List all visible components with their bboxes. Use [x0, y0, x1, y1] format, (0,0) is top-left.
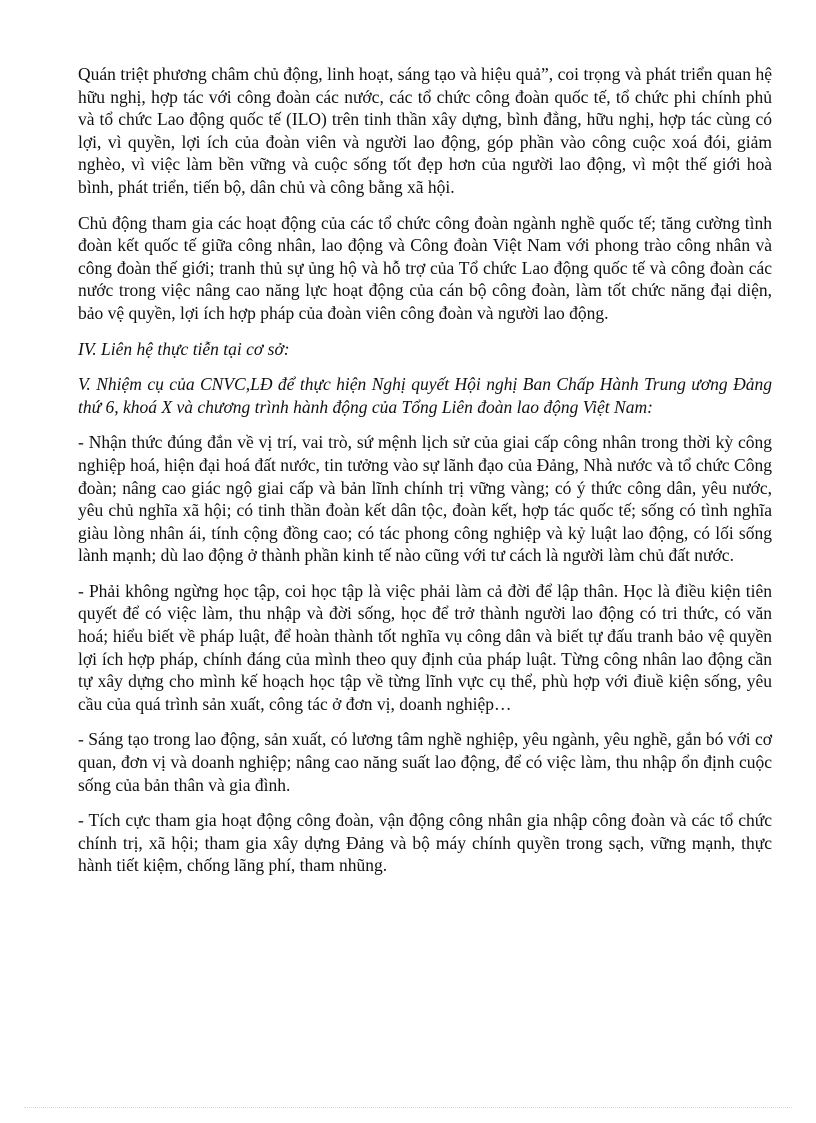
paragraph-international-relations: Quán triệt phương châm chủ động, linh hoạt, sáng tạo và hiệu quả”, coi trọng và phát triển quan hệ hữu nghị, hợp tác với công đoàn các nước, các tổ chức công đoàn quốc tế, tổ chức phi chính phủ và tổ chức Lao động quốc tế (ILO) trên tinh thần xây dựng, bình đẳng, hữu nghị, hợp tác cùng có lợi, vì quyền, lợi ích của đoàn viên và người lao động, góp phần vào công cuộc xoá đói, giảm nghèo, vì việc làm bền vững và cuộc sống tốt đẹp hơn của người lao động, vì một thế giới hoà bình, phát triển, tiến bộ, dân chủ và công bằng xã hội. — [78, 64, 772, 197]
page-bottom-divider — [24, 1107, 792, 1108]
section-heading-v: V. Nhiệm cụ của CNVC,LĐ để thực hiện Nghị quyết Hội nghị Ban Chấp Hành Trung ương Đảng thứ 6, khoá X và chương trình hành động của Tổng Liên đoàn lao động Việt Nam: — [78, 374, 772, 417]
list-item-union-activity: - Tích cực tham gia hoạt động công đoàn, vận động công nhân gia nhập công đoàn và các tổ chức chính trị, xã hội; tham gia xây dựng Đảng và bộ máy chính quyền trong sạch, vững mạnh, thực hành tiết kiệm, chống lãng phí, tham nhũng. — [78, 810, 772, 876]
list-item-learning: - Phải không ngừng học tập, coi học tập là việc phải làm cả đời để lập thân. Học là điều kiện tiên quyết để có việc làm, thu nhập và đời sống, học để trở thành người lao động có tri thức, có văn hoá; hiểu biết về pháp luật, để hoàn thành tốt nghĩa vụ công dân và biết tự đấu tranh bảo vệ quyền lợi ích hợp pháp, chính đáng của mình theo quy định của pháp luật. Từng công nhân lao động cần tự xây dựng cho mình kế hoạch học tập về từng lĩnh vực cụ thể, phù hợp với điuề kiện sống, yêu cầu của quá trình sản xuất, công tác ở đơn vị, doanh nghiệp… — [78, 580, 772, 714]
list-item-awareness: - Nhận thức đúng đắn về vị trí, vai trò, sứ mệnh lịch sử của giai cấp công nhân trong thời kỳ công nghiệp hoá, hiện đại hoá đất nước, tin tưởng vào sự lãnh đạo của Đảng, Nhà nước và tổ chức Công đoàn; nâng cao giác ngộ giai cấp và bản lĩnh chính trị vững vàng; có ý thức công dân, yêu nước, yêu chủ nghĩa xã hội; có tinh thần đoàn kết dân tộc, đoàn kết, hợp tác quốc tế; sống có tình nghĩa giàu lòng nhân ái, tính cộng đồng cao; có tác phong công nghiệp và kỷ luật lao động, có lối sống lành mạnh; dù lao động ở thành phần kinh tế nào cũng với tư cách là người làm chủ đất nước. — [78, 432, 772, 566]
paragraph-active-participation: Chủ động tham gia các hoạt động của các tổ chức công đoàn ngành nghề quốc tế; tăng cường tình đoàn kết quốc tế giữa công nhân, lao động và Công đoàn Việt Nam với phong trào công nhân và công đoàn thế giới; tranh thủ sự ủng hộ và hỗ trợ của Tổ chức Lao động quốc tế và công đoàn các nước trong việc nâng cao năng lực hoạt động của cán bộ công đoàn, làm tốt chức năng đại diện, bảo vệ quyền, lợi ích hợp pháp của đoàn viên công đoàn và người lao động. — [78, 212, 772, 323]
document-page — [78, 63, 772, 890]
list-item-creativity: - Sáng tạo trong lao động, sản xuất, có lương tâm nghề nghiệp, yêu ngành, yêu nghề, gắn bó với cơ quan, đơn vị và doanh nghiệp; nâng cao năng suất lao động, để có việc làm, thu nhập ổn định cuộc sống của bản thân và gia đình. — [78, 729, 772, 795]
section-heading-iv: IV. Liên hệ thực tiễn tại cơ sở: — [78, 338, 290, 359]
